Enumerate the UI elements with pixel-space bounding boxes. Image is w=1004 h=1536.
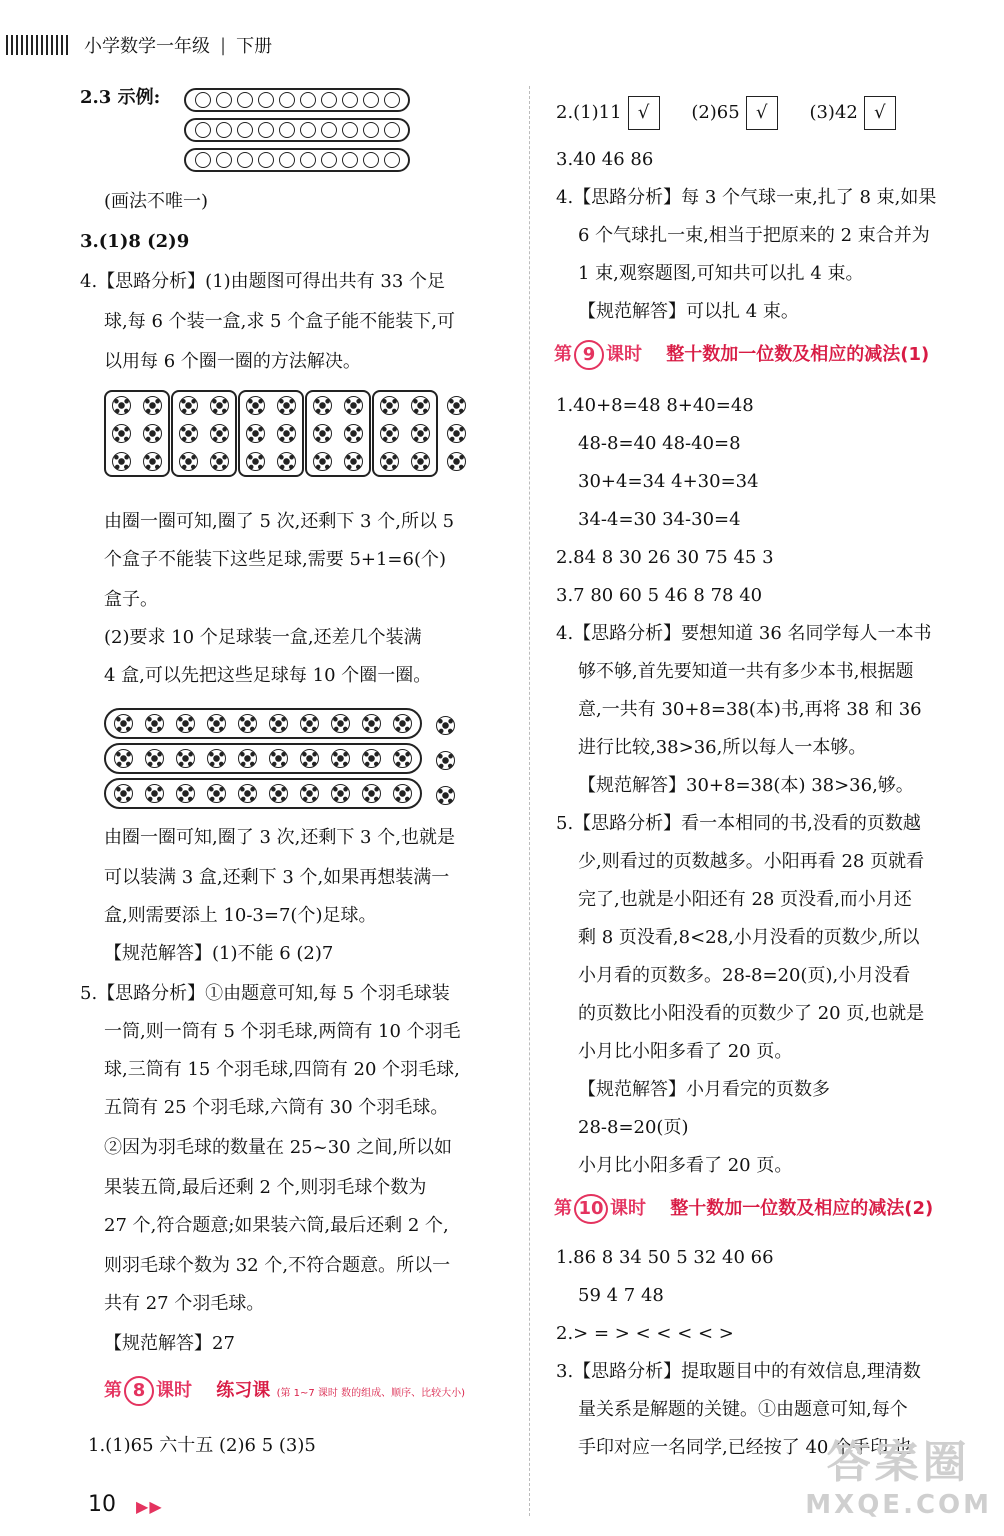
answer-line: 2.84 8 30 26 30 75 45 3 <box>556 547 774 568</box>
answer-line: 盒,则需要添上 10-3=7(个)足球。 <box>104 905 377 926</box>
answer-line: 【规范解答】30+8=38(本) 38>36,够。 <box>578 775 914 796</box>
answer-line: 意,一共有 30+8=38(本)书,再将 38 和 36 <box>578 699 922 720</box>
answer-line: 59 4 7 48 <box>578 1285 664 1306</box>
page-arrow-icon: ▶ ▶ <box>136 1497 159 1516</box>
answer-line: (画法不唯一) <box>104 191 209 212</box>
answer-line: 1.40+8=48 8+40=48 <box>556 395 754 416</box>
answer-line: 球,三筒有 15 个羽毛球,四筒有 20 个羽毛球, <box>104 1059 460 1080</box>
answer-part: 2.(1)11 <box>556 102 622 123</box>
answer-line: 【规范解答】可以扎 4 束。 <box>578 301 799 322</box>
answer-part: (3)42 <box>809 102 858 123</box>
answer-line: 27 个,符合题意;如果装六筒,最后还剩 2 个, <box>104 1215 449 1236</box>
lesson-10-heading <box>554 1194 933 1224</box>
football-tubes-figure <box>104 708 455 813</box>
answer-line: 球,每 6 个装一盒,求 5 个盒子能不能装下,可 <box>104 311 455 332</box>
answer-line: 2.3 示例: <box>80 87 161 108</box>
answer-line: 够不够,首先要知道一共有多少本书,根据题 <box>578 661 914 682</box>
answer-part: (2)65 <box>691 102 740 123</box>
check-box: √ <box>864 96 896 130</box>
answer-line: 手印对应一名同学,已经按了 40 个手印,也 <box>578 1437 912 1458</box>
answer-line: 剩 8 页没看,8<28,小月没看的页数少,所以 <box>578 927 920 948</box>
answer-line: 3.7 80 60 5 46 8 78 40 <box>556 585 763 606</box>
answer-line: 少,则看过的页数越多。小阳再看 28 页就看 <box>578 851 925 872</box>
answer-line: 小月比小阳多看了 20 页。 <box>578 1155 793 1176</box>
answer-line: 2.> = > < < < < > <box>556 1323 734 1344</box>
ball-box <box>238 390 304 477</box>
lesson-9-heading <box>554 340 929 370</box>
answer-line: 4.【思路分析】每 3 个气球一束,扎了 8 束,如果 <box>556 187 937 208</box>
oval-diagram <box>184 88 410 178</box>
running-header <box>6 34 272 56</box>
answer-line: 共有 27 个羽毛球。 <box>104 1293 265 1314</box>
answer-line: 一筒,则一筒有 5 个羽毛球,两筒有 10 个羽毛 <box>104 1021 461 1042</box>
lesson-number: 9 <box>574 340 604 370</box>
lesson-number: 8 <box>124 1376 154 1406</box>
lesson-note: (第 1~7 课时 数的组成、顺序、比较大小) <box>276 1388 466 1399</box>
leftover-balls <box>447 396 466 471</box>
answer-line: 1.(1)65 六十五 (2)6 5 (3)5 <box>88 1435 316 1456</box>
lesson-number: 10 <box>574 1194 608 1224</box>
column-divider <box>529 86 530 1516</box>
answer-line <box>556 96 902 130</box>
barcode-decoration <box>6 35 70 55</box>
answer-line: 果装五筒,最后还剩 2 个,则羽毛球个数为 <box>104 1177 427 1198</box>
answer-line: 由圈一圈可知,圈了 3 次,还剩下 3 个,也就是 <box>104 827 455 848</box>
answer-line: (2)要求 10 个足球装一盒,还差几个装满 <box>104 627 422 648</box>
answer-line: 【规范解答】小月看完的页数多 <box>578 1079 830 1100</box>
answer-line: 5.【思路分析】看一本相同的书,没看的页数越 <box>556 813 921 834</box>
answer-line: 3.40 46 86 <box>556 149 654 170</box>
answer-line: 五筒有 25 个羽毛球,六筒有 30 个羽毛球。 <box>104 1097 449 1118</box>
answer-line: 3.(1)8 (2)9 <box>80 231 190 252</box>
oval-group <box>184 88 410 112</box>
answer-line: 小月看的页数多。28-8=20(页),小月没看 <box>578 965 911 986</box>
answer-line: 【规范解答】27 <box>104 1333 235 1354</box>
lesson-title: 整十数加一位数及相应的减法(1) <box>666 344 930 365</box>
volume-label: 下册 <box>236 36 273 57</box>
header-separator: | <box>220 34 227 56</box>
lesson-prefix: 第 <box>554 1198 572 1219</box>
check-box: √ <box>746 96 778 130</box>
check-box: √ <box>628 96 660 130</box>
answer-line: 进行比较,38>36,所以每人一本够。 <box>578 737 867 758</box>
ball-box <box>305 390 371 477</box>
answer-line: 1.86 8 34 50 5 32 40 66 <box>556 1247 774 1268</box>
answer-line: 34-4=30 34-30=4 <box>578 509 741 530</box>
lesson-title: 整十数加一位数及相应的减法(2) <box>670 1198 934 1219</box>
answer-line: 48-8=40 48-40=8 <box>578 433 741 454</box>
answer-line: 30+4=34 4+30=34 <box>578 471 759 492</box>
ball-box <box>104 390 170 477</box>
answer-line: 4.【思路分析】要想知道 36 名同学每人一本书 <box>556 623 932 644</box>
answer-line: 【规范解答】(1)不能 6 (2)7 <box>104 943 334 964</box>
ball-box <box>372 390 438 477</box>
answer-line: 3.【思路分析】提取题目中的有效信息,理清数 <box>556 1361 921 1382</box>
answer-line: 由圈一圈可知,圈了 5 次,还剩下 3 个,所以 5 <box>104 511 455 532</box>
lesson-title: 练习课 <box>216 1380 271 1401</box>
answer-line: 5.【思路分析】①由题意可知,每 5 个羽毛球装 <box>80 983 450 1004</box>
answer-line: 量关系是解题的关键。①由题意可知,每个 <box>578 1399 908 1420</box>
answer-line: 盒子。 <box>104 589 158 610</box>
answer-line: ②因为羽毛球的数量在 25~30 之间,所以如 <box>104 1137 453 1158</box>
ball-box <box>171 390 237 477</box>
answer-line: 6 个气球扎一束,相当于把原来的 2 束合并为 <box>578 225 930 246</box>
lesson-suffix: 课时 <box>610 1198 646 1219</box>
watermark <box>805 1426 992 1520</box>
lesson-suffix: 课时 <box>606 344 642 365</box>
book-title: 小学数学一年级 <box>84 36 210 57</box>
answer-line: 的页数比小阳没看的页数少了 20 页,也就是 <box>578 1003 925 1024</box>
football-boxes-figure <box>104 390 466 477</box>
answer-line: 以用每 6 个圈一圈的方法解决。 <box>104 351 361 372</box>
oval-group <box>184 118 410 142</box>
lesson-8-heading <box>104 1376 465 1408</box>
answer-line: 可以装满 3 盒,还剩下 3 个,如果再想装满一 <box>104 867 450 888</box>
answer-line: 1 束,观察题图,可知共可以扎 4 束。 <box>578 263 864 284</box>
lesson-prefix: 第 <box>554 344 572 365</box>
lesson-suffix: 课时 <box>156 1380 192 1401</box>
lesson-prefix: 第 <box>104 1380 122 1401</box>
watermark-line: MXQE.COM <box>805 1490 992 1520</box>
answer-line: 小月比小阳多看了 20 页。 <box>578 1041 793 1062</box>
answer-line: 完了,也就是小阳还有 28 页没看,而小月还 <box>578 889 912 910</box>
answer-line: 28-8=20(页) <box>578 1117 689 1138</box>
answer-line: 个盒子不能装下这些足球,需要 5+1=6(个) <box>104 549 447 570</box>
oval-group <box>184 148 410 172</box>
watermark-line: 答案圈 <box>826 1437 971 1488</box>
page-number: 10 <box>88 1492 116 1517</box>
answer-line: 4 盒,可以先把这些足球每 10 个圈一圈。 <box>104 665 432 686</box>
answer-line: 4.【思路分析】(1)由题图可得出共有 33 个足 <box>80 271 446 292</box>
answer-line: 则羽毛球个数为 32 个,不符合题意。所以一 <box>104 1255 451 1276</box>
